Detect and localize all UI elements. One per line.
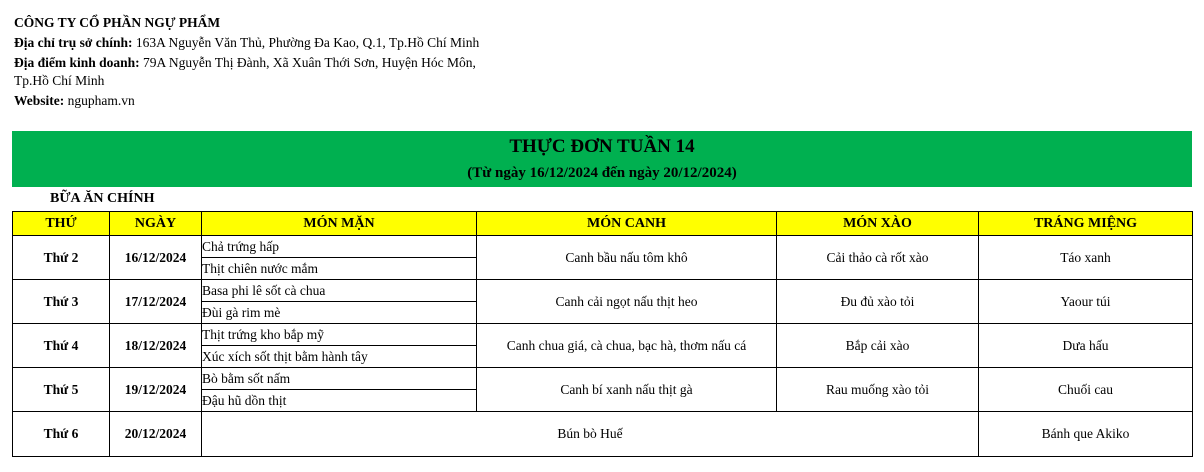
stir-fry-cell: Cải thảo cà rốt xào [777, 236, 979, 280]
hq-value: 163A Nguyễn Văn Thủ, Phường Đa Kao, Q.1, Tp.Hồ Chí Minh [132, 35, 480, 50]
header-mon-canh: MÓN CANH [477, 212, 777, 236]
hq-label: Địa chỉ trụ sở chính: [14, 35, 133, 50]
combined-dish-cell: Bún bò Huế [202, 412, 979, 457]
main-dish-cell: Đậu hũ dồn thịt [202, 390, 477, 412]
biz-value: 79A Nguyễn Thị Đành, Xã Xuân Thới Sơn, Huyện Hóc Môn, Tp.Hồ Chí Minh [14, 55, 476, 88]
soup-cell: Canh cải ngọt nấu thịt heo [477, 280, 777, 324]
header-mon-man: MÓN MẶN [202, 212, 477, 236]
table-row [13, 368, 1193, 390]
table-row [13, 280, 1193, 302]
web-value: ngupham.vn [64, 93, 135, 108]
date-cell: 17/12/2024 [110, 280, 202, 324]
stir-fry-cell: Bắp cải xào [777, 324, 979, 368]
table-row [13, 412, 1193, 457]
menu-date-range: (Từ ngày 16/12/2024 đến ngày 20/12/2024) [467, 165, 737, 181]
main-dish-cell: Chả trứng hấp [202, 236, 477, 258]
date-cell: 18/12/2024 [110, 324, 202, 368]
day-cell: Thứ 2 [13, 236, 110, 280]
stir-fry-cell: Rau muống xào tỏi [777, 368, 979, 412]
website [14, 92, 494, 110]
day-cell: Thứ 3 [13, 280, 110, 324]
business-address [14, 54, 494, 90]
soup-cell: Canh bí xanh nấu thịt gà [477, 368, 777, 412]
company-info [14, 14, 494, 110]
hq-address [14, 34, 494, 52]
main-dish-cell: Xúc xích sốt thịt bằm hành tây [202, 346, 477, 368]
day-cell: Thứ 6 [13, 412, 110, 457]
day-cell: Thứ 5 [13, 368, 110, 412]
main-dish-cell: Đùi gà rim mè [202, 302, 477, 324]
table-row [13, 236, 1193, 258]
main-dish-cell: Thịt chiên nước mắm [202, 258, 477, 280]
stir-fry-cell: Đu đủ xào tỏi [777, 280, 979, 324]
table-header-row [13, 212, 1193, 236]
day-cell: Thứ 4 [13, 324, 110, 368]
main-dish-cell: Bò bằm sốt nấm [202, 368, 477, 390]
soup-cell: Canh chua giá, cà chua, bạc hà, thơm nấu cá [477, 324, 777, 368]
web-label: Website: [14, 93, 65, 108]
biz-label: Địa điểm kinh doanh: [14, 55, 140, 70]
dessert-cell: Chuối cau [979, 368, 1193, 412]
main-dish-cell: Thịt trứng kho bắp mỹ [202, 324, 477, 346]
dessert-cell: Yaour túi [979, 280, 1193, 324]
main-dish-cell: Basa phi lê sốt cà chua [202, 280, 477, 302]
header-mon-xao: MÓN XÀO [777, 212, 979, 236]
menu-table [12, 211, 1193, 457]
menu-banner [12, 131, 1192, 187]
header-thu: THỨ [13, 212, 110, 236]
table-row [13, 324, 1193, 346]
company-name: CÔNG TY CỔ PHẦN NGỰ PHẨM [14, 15, 221, 30]
section-title: BỮA ĂN CHÍNH [50, 191, 155, 206]
dessert-cell: Táo xanh [979, 236, 1193, 280]
dessert-cell: Dưa hấu [979, 324, 1193, 368]
date-cell: 16/12/2024 [110, 236, 202, 280]
soup-cell: Canh bầu nấu tôm khô [477, 236, 777, 280]
date-cell: 19/12/2024 [110, 368, 202, 412]
dessert-cell: Bánh que Akiko [979, 412, 1193, 457]
date-cell: 20/12/2024 [110, 412, 202, 457]
header-ngay: NGÀY [110, 212, 202, 236]
menu-title: THỰC ĐƠN TUẦN 14 [509, 136, 695, 157]
header-trang-mieng: TRÁNG MIỆNG [979, 212, 1193, 236]
